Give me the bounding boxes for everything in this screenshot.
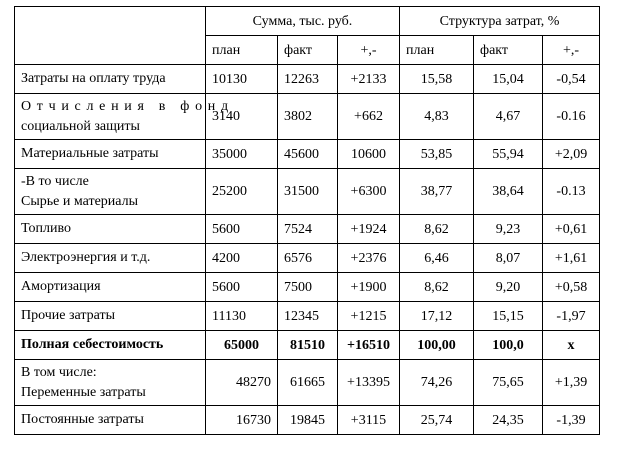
row-label-line: Прочие затраты bbox=[21, 308, 116, 323]
row-label-line: Затраты на оплату труда bbox=[21, 71, 166, 86]
cell-structure-diff: +1,61 bbox=[543, 244, 600, 273]
row-label-line: В том числе: bbox=[21, 364, 97, 380]
cell-sum-diff: +1924 bbox=[338, 215, 400, 244]
header-empty-cell bbox=[15, 7, 206, 65]
row-label bbox=[15, 244, 206, 273]
row-label-line: Полная себестоимость bbox=[21, 337, 164, 352]
cell-sum-fact: 45600 bbox=[278, 140, 338, 169]
row-label bbox=[15, 302, 206, 331]
cell-sum-plan: 25200 bbox=[206, 169, 278, 215]
cell-sum-diff: +2133 bbox=[338, 65, 400, 94]
table-row bbox=[15, 215, 600, 244]
cell-structure-fact: 38,64 bbox=[474, 169, 543, 215]
cell-sum-diff: +1900 bbox=[338, 273, 400, 302]
cell-structure-fact: 9,23 bbox=[474, 215, 543, 244]
cost-structure-table bbox=[14, 6, 600, 435]
row-label-line: социальной защиты bbox=[21, 118, 140, 134]
cell-sum-diff: +6300 bbox=[338, 169, 400, 215]
row-label bbox=[15, 273, 206, 302]
cell-sum-diff: +1215 bbox=[338, 302, 400, 331]
row-label bbox=[15, 65, 206, 94]
cost-structure-document bbox=[14, 6, 599, 460]
cell-sum-plan: 11130 bbox=[206, 302, 278, 331]
cell-sum-fact: 19845 bbox=[278, 406, 338, 435]
header-sum-plan: план bbox=[206, 36, 278, 65]
table-header-row-groups bbox=[15, 7, 600, 36]
table-row bbox=[15, 94, 600, 140]
table-row bbox=[15, 65, 600, 94]
cell-structure-plan: 8,62 bbox=[400, 273, 474, 302]
cell-sum-plan: 10130 bbox=[206, 65, 278, 94]
row-label bbox=[15, 215, 206, 244]
cell-structure-diff: +0,58 bbox=[543, 273, 600, 302]
table-row bbox=[15, 406, 600, 435]
cell-sum-plan: 48270 bbox=[206, 360, 278, 406]
cell-structure-plan: 25,74 bbox=[400, 406, 474, 435]
cell-structure-diff: х bbox=[543, 331, 600, 360]
cell-structure-plan: 6,46 bbox=[400, 244, 474, 273]
row-label-line: Топливо bbox=[21, 221, 71, 236]
cell-sum-diff: +2376 bbox=[338, 244, 400, 273]
row-label-line: Материальные затраты bbox=[21, 146, 159, 161]
header-structure-group: Структура затрат, % bbox=[400, 7, 600, 36]
row-label-line: Постоянные затраты bbox=[21, 412, 144, 427]
cell-structure-plan: 38,77 bbox=[400, 169, 474, 215]
table-row bbox=[15, 140, 600, 169]
table-row bbox=[15, 244, 600, 273]
cell-structure-fact: 55,94 bbox=[474, 140, 543, 169]
header-sum-diff: +,- bbox=[338, 36, 400, 65]
cell-structure-diff: -0.13 bbox=[543, 169, 600, 215]
cell-structure-plan: 4,83 bbox=[400, 94, 474, 140]
table-row bbox=[15, 273, 600, 302]
row-label-line: -В то числе bbox=[21, 173, 89, 189]
cell-sum-plan: 35000 bbox=[206, 140, 278, 169]
cell-sum-fact: 12345 bbox=[278, 302, 338, 331]
cell-structure-diff: -0.16 bbox=[543, 94, 600, 140]
cell-structure-plan: 15,58 bbox=[400, 65, 474, 94]
cell-structure-fact: 15,15 bbox=[474, 302, 543, 331]
cell-structure-diff: -1,39 bbox=[543, 406, 600, 435]
cell-sum-diff: +662 bbox=[338, 94, 400, 140]
cell-sum-plan: 5600 bbox=[206, 273, 278, 302]
cell-structure-fact: 100,0 bbox=[474, 331, 543, 360]
cell-structure-fact: 75,65 bbox=[474, 360, 543, 406]
cell-structure-fact: 24,35 bbox=[474, 406, 543, 435]
row-label bbox=[15, 360, 206, 406]
cell-sum-plan: 3140 bbox=[206, 94, 278, 140]
cell-structure-plan: 100,00 bbox=[400, 331, 474, 360]
header-structure-plan: план bbox=[400, 36, 474, 65]
cell-sum-diff: +16510 bbox=[338, 331, 400, 360]
table-row bbox=[15, 302, 600, 331]
cell-structure-fact: 8,07 bbox=[474, 244, 543, 273]
cell-structure-fact: 4,67 bbox=[474, 94, 543, 140]
cell-structure-diff: -0,54 bbox=[543, 65, 600, 94]
cell-sum-plan: 65000 bbox=[206, 331, 278, 360]
cell-structure-fact: 15,04 bbox=[474, 65, 543, 94]
cell-structure-plan: 17,12 bbox=[400, 302, 474, 331]
cell-structure-plan: 8,62 bbox=[400, 215, 474, 244]
row-label bbox=[15, 331, 206, 360]
cell-sum-fact: 6576 bbox=[278, 244, 338, 273]
row-label bbox=[15, 169, 206, 215]
cell-sum-fact: 7500 bbox=[278, 273, 338, 302]
row-label bbox=[15, 406, 206, 435]
cell-structure-diff: +1,39 bbox=[543, 360, 600, 406]
cell-sum-fact: 61665 bbox=[278, 360, 338, 406]
cell-sum-plan: 4200 bbox=[206, 244, 278, 273]
cell-structure-plan: 74,26 bbox=[400, 360, 474, 406]
cell-sum-fact: 31500 bbox=[278, 169, 338, 215]
cell-structure-plan: 53,85 bbox=[400, 140, 474, 169]
row-label-line: Переменные затраты bbox=[21, 384, 146, 400]
table-row-total bbox=[15, 331, 600, 360]
table-row bbox=[15, 360, 600, 406]
table-row bbox=[15, 169, 600, 215]
header-structure-fact: факт bbox=[474, 36, 543, 65]
row-label bbox=[15, 140, 206, 169]
cell-sum-diff: +13395 bbox=[338, 360, 400, 406]
cell-sum-fact: 81510 bbox=[278, 331, 338, 360]
cell-sum-fact: 3802 bbox=[278, 94, 338, 140]
row-label-line: Электроэнергия и т.д. bbox=[21, 250, 151, 265]
cell-sum-plan: 16730 bbox=[206, 406, 278, 435]
cell-sum-diff: 10600 bbox=[338, 140, 400, 169]
header-sum-group: Сумма, тыс. руб. bbox=[206, 7, 400, 36]
row-label-line: Сырье и материалы bbox=[21, 193, 139, 209]
cell-structure-fact: 9,20 bbox=[474, 273, 543, 302]
row-label-line: Амортизация bbox=[21, 279, 101, 294]
row-label-line: Отчисления в фонд bbox=[21, 98, 234, 114]
cell-sum-fact: 7524 bbox=[278, 215, 338, 244]
header-structure-diff: +,- bbox=[543, 36, 600, 65]
cell-structure-diff: +2,09 bbox=[543, 140, 600, 169]
cell-structure-diff: +0,61 bbox=[543, 215, 600, 244]
cell-sum-fact: 12263 bbox=[278, 65, 338, 94]
cell-structure-diff: -1,97 bbox=[543, 302, 600, 331]
header-sum-fact: факт bbox=[278, 36, 338, 65]
cell-sum-plan: 5600 bbox=[206, 215, 278, 244]
cell-sum-diff: +3115 bbox=[338, 406, 400, 435]
